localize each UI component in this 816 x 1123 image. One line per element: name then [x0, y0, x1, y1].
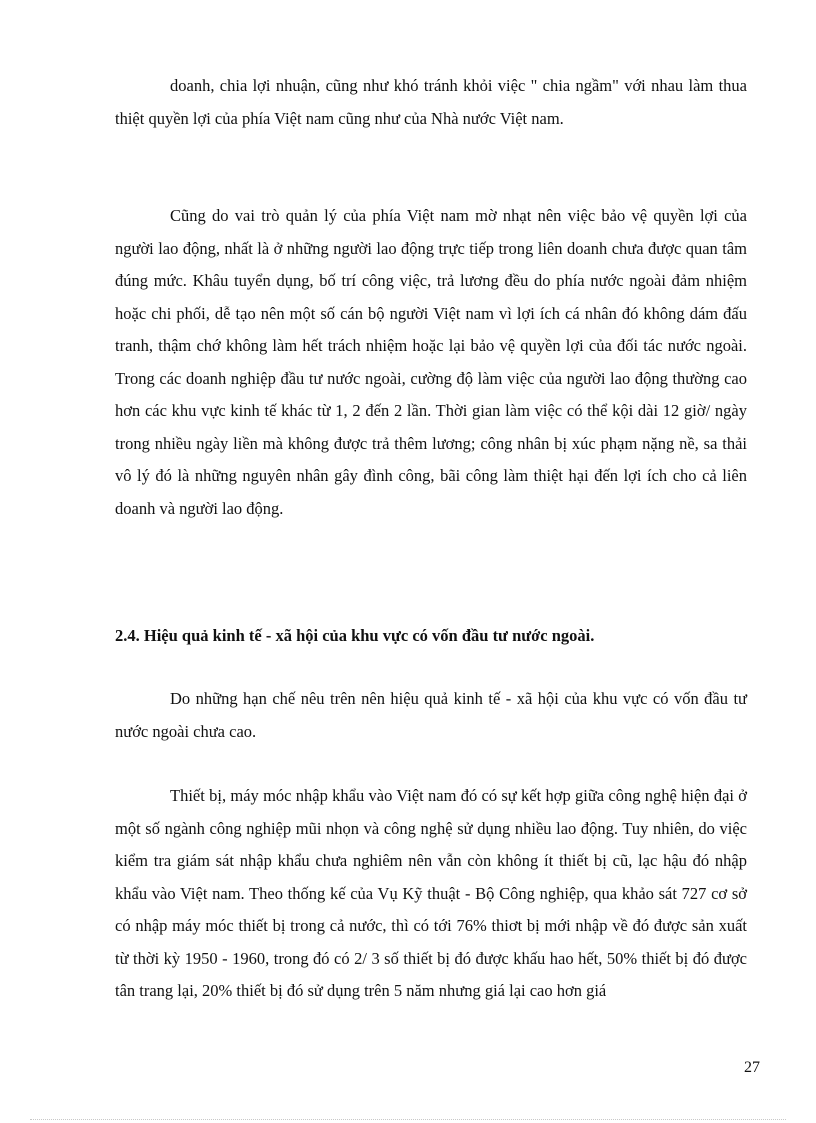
paragraph-efficiency-intro [115, 683, 747, 748]
paragraph-labor-rights [115, 200, 747, 525]
paragraph-continuation [115, 70, 747, 135]
paragraph-text: Thiết bị, máy móc nhập khẩu vào Việt nam đó có sự kết hợp giữa công nghệ hiện đại ở một số ngành công nghiệp mũi nhọn và công nghệ sử dụng nhiều lao động. Tuy nhiên, do việc kiểm tra giám sát nhập khẩu chưa nghiêm nên vẫn còn không ít thiết bị cũ, lạc hậu đó nhập khẩu vào Việt nam. Theo thống kế của Vụ Kỹ thuật - Bộ Công nghiệp, qua khảo sát 727 cơ sở có nhập máy móc thiết bị trong cả nước, thì có tới 76% thiơt bị mới nhập về đó được sản xuất từ thời kỳ 1950 - 1960, trong đó có 2/ 3 số thiết bị đó được khấu hao hết, 50% thiết bị đó được tân trang lại, 20% thiết bị đó sử dụng trên 5 năm nhưng giá lại cao hơn giá [115, 786, 747, 1000]
paragraph-equipment [115, 780, 747, 1008]
paragraph-text: Do những hạn chế nêu trên nên hiệu quả kinh tế - xã hội của khu vực có vốn đầu tư nước ngoài chưa cao. [115, 689, 747, 741]
paragraph-text: doanh, chia lợi nhuận, cũng như khó tránh khỏi việc " chia ngầm" với nhau làm thua thiệt quyền lợi của phía Việt nam cũng như của Nhà nước Việt nam. [115, 76, 747, 128]
paragraph-text: Cũng do vai trò quản lý của phía Việt nam mờ nhạt nên việc bảo vệ quyền lợi của người lao động, nhất là ở những người lao động trực tiếp trong liên doanh chưa được quan tâm đúng mức. Khâu tuyển dụng, bố trí công việc, trả lương đều do phía nước ngoài đảm nhiệm hoặc chi phối, dễ tạo nên một số cán bộ người Việt nam vì lợi ích cá nhân đó không dám đấu tranh, thậm chớ không làm hết trách nhiệm hoặc lại bảo vệ quyền lợi của đối tác nước ngoài. Trong các doanh nghiệp đầu tư nước ngoài, cường độ làm việc của người lao động thường cao hơn các khu vực kinh tế khác từ 1, 2 đến 2 lần. Thời gian làm việc có thể kội dài 12 giờ/ ngày trong nhiều ngày liền mà không được trả thêm lương; công nhân bị xúc phạm nặng nề, sa thải vô lý đó là những nguyên nhân gây đình công, bãi công làm thiệt hại đến lợi ích cho cả liên doanh và người lao động. [115, 206, 747, 518]
page-number: 27 [744, 1059, 760, 1076]
section-heading: 2.4. Hiệu quả kinh tế - xã hội của khu vực có vốn đầu tư nước ngoài. [115, 626, 595, 645]
footer-divider [30, 1119, 786, 1120]
